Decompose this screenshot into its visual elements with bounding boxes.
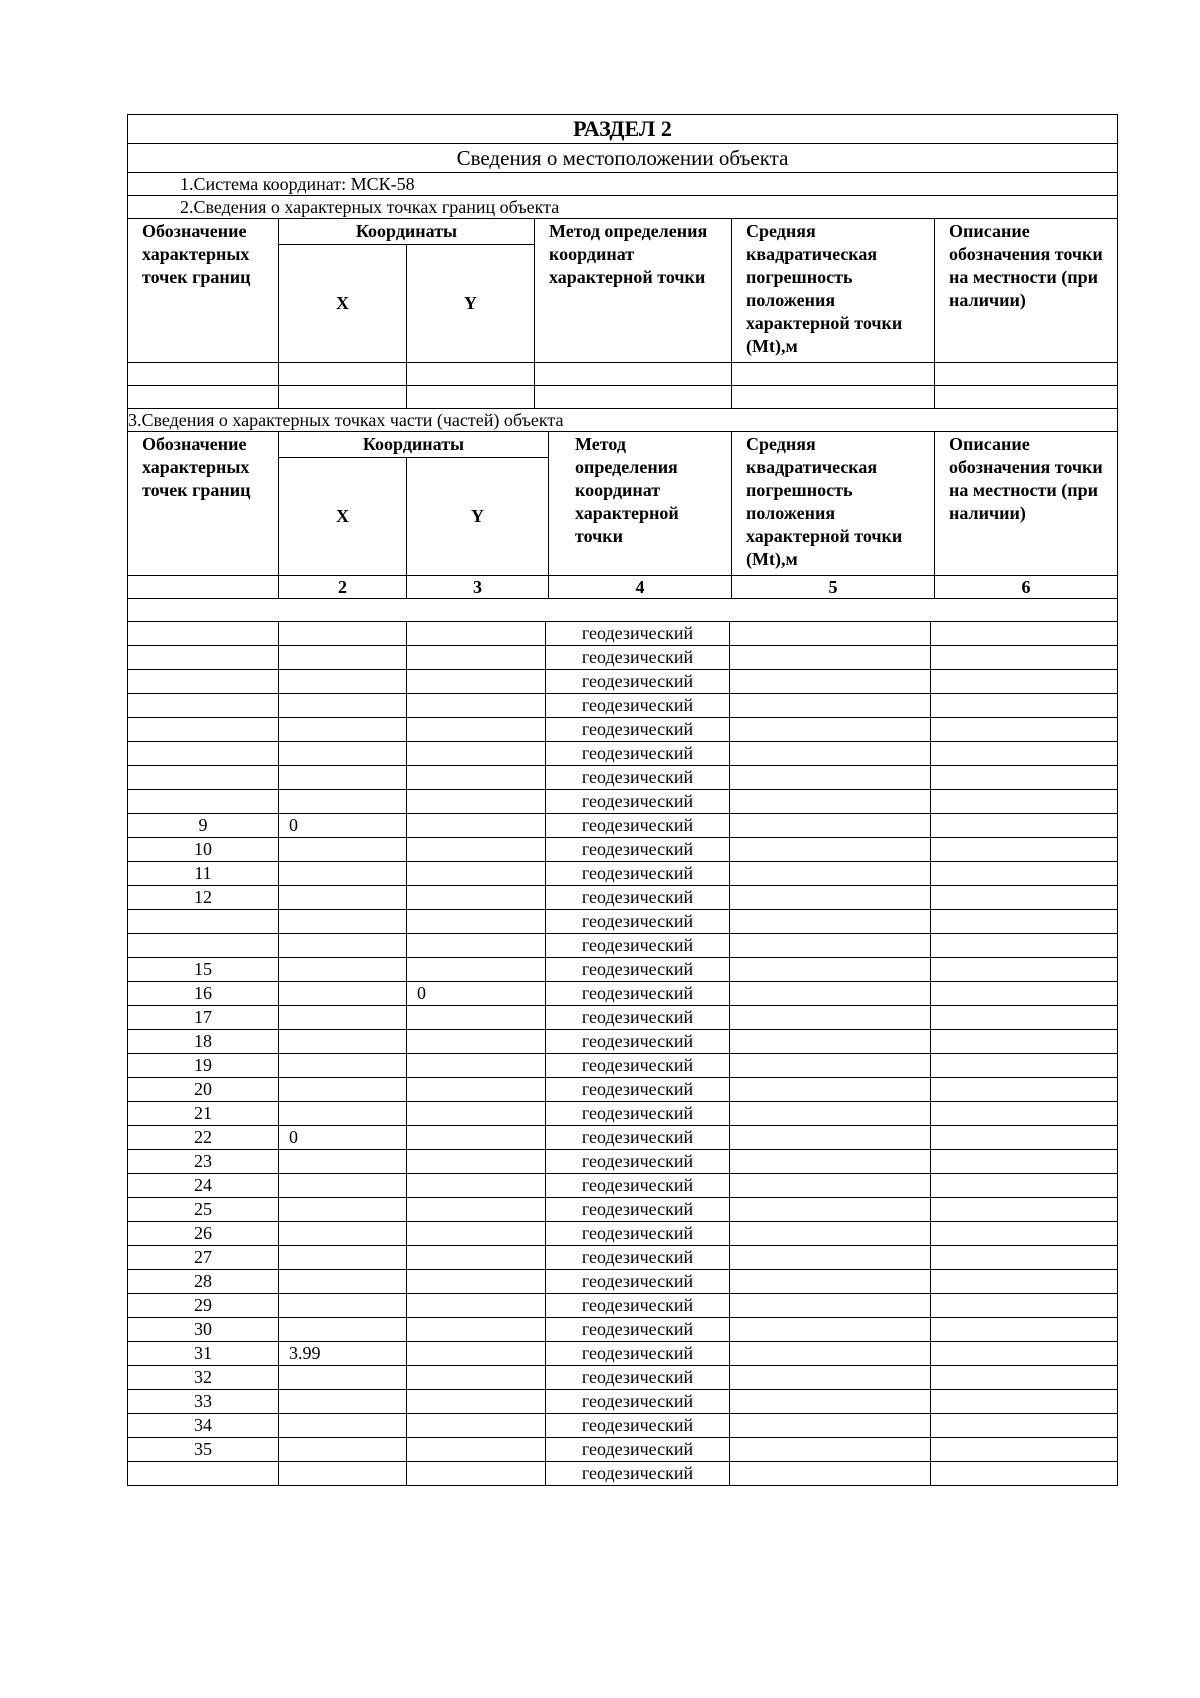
point-number: 33	[128, 1390, 279, 1414]
coord-x	[279, 1294, 407, 1318]
table-row	[128, 742, 1118, 766]
method-cell: геодезический	[546, 1342, 730, 1366]
error-cell	[730, 838, 931, 862]
point-number: 11	[128, 862, 279, 886]
coord-x	[279, 1222, 407, 1246]
description-cell	[931, 1462, 1118, 1486]
method-cell: геодезический	[546, 910, 730, 934]
description-cell	[931, 1294, 1118, 1318]
header-y-2: Y	[407, 458, 549, 576]
header-error: Средняя квадратическая погрешность положения характерной точки (Mt),м	[732, 219, 935, 363]
method-cell: геодезический	[546, 1102, 730, 1126]
table-row	[128, 814, 1118, 838]
coord-y	[407, 790, 546, 814]
coord-x	[279, 1150, 407, 1174]
coord-x	[279, 838, 407, 862]
description-cell	[931, 1150, 1118, 1174]
point-number: 21	[128, 1102, 279, 1126]
coord-y	[407, 718, 546, 742]
table-row	[128, 1198, 1118, 1222]
description-cell	[931, 958, 1118, 982]
coord-x	[279, 1006, 407, 1030]
description-cell	[931, 766, 1118, 790]
method-cell: геодезический	[546, 670, 730, 694]
point-number	[128, 934, 279, 958]
error-cell	[730, 1222, 931, 1246]
method-cell: геодезический	[546, 1030, 730, 1054]
table-row	[128, 838, 1118, 862]
coord-y	[407, 694, 546, 718]
description-cell	[931, 1366, 1118, 1390]
header-coordinates: Координаты	[279, 219, 535, 245]
coord-y	[407, 1102, 546, 1126]
coord-x	[279, 1318, 407, 1342]
method-cell: геодезический	[546, 958, 730, 982]
coord-y	[407, 934, 546, 958]
table-row	[128, 1414, 1118, 1438]
point-number	[128, 790, 279, 814]
method-cell: геодезический	[546, 886, 730, 910]
method-cell: геодезический	[546, 1438, 730, 1462]
coord-x: 3.99	[279, 1342, 407, 1366]
description-cell	[931, 1318, 1118, 1342]
coord-y	[407, 1462, 546, 1486]
coord-x	[279, 958, 407, 982]
point-number: 19	[128, 1054, 279, 1078]
header-method: Метод определения координат характерной точки	[535, 219, 732, 363]
coord-x	[279, 1270, 407, 1294]
point-number: 28	[128, 1270, 279, 1294]
point-number: 25	[128, 1198, 279, 1222]
error-cell	[730, 1078, 931, 1102]
column-number	[128, 576, 279, 599]
header-designation: Обозначение характерных точек границ	[128, 219, 279, 363]
error-cell	[730, 886, 931, 910]
boundary-table	[127, 114, 1118, 432]
table-row	[128, 1270, 1118, 1294]
point-number: 31	[128, 1342, 279, 1366]
error-cell	[730, 814, 931, 838]
part-points-table	[127, 432, 1118, 622]
point-number: 16	[128, 982, 279, 1006]
coord-y	[407, 646, 546, 670]
description-cell	[931, 934, 1118, 958]
error-cell	[730, 910, 931, 934]
description-cell	[931, 1030, 1118, 1054]
point-number	[128, 670, 279, 694]
error-cell	[730, 1270, 931, 1294]
error-cell	[730, 1438, 931, 1462]
points-body	[128, 622, 1118, 1486]
coord-x	[279, 766, 407, 790]
point-number: 34	[128, 1414, 279, 1438]
error-cell	[730, 1102, 931, 1126]
coord-y	[407, 766, 546, 790]
method-cell: геодезический	[546, 790, 730, 814]
coord-x	[279, 1438, 407, 1462]
coord-x	[279, 1366, 407, 1390]
method-cell: геодезический	[546, 1150, 730, 1174]
coord-x	[279, 934, 407, 958]
point-number	[128, 646, 279, 670]
error-cell	[730, 1390, 931, 1414]
point-number: 15	[128, 958, 279, 982]
column-numbers-row	[128, 576, 1118, 599]
header-designation-2: Обозначение характерных точек границ	[128, 432, 279, 576]
description-cell	[931, 1390, 1118, 1414]
header-description: Описание обозначения точки на местности (при наличии)	[935, 219, 1118, 363]
point-number: 35	[128, 1438, 279, 1462]
coord-y	[407, 1342, 546, 1366]
error-cell	[730, 1198, 931, 1222]
point-number: 30	[128, 1318, 279, 1342]
coord-y	[407, 1390, 546, 1414]
error-cell	[730, 1054, 931, 1078]
section-title: РАЗДЕЛ 2	[128, 115, 1118, 144]
coord-y	[407, 1222, 546, 1246]
coord-y	[407, 1078, 546, 1102]
error-cell	[730, 1366, 931, 1390]
header-method-2: Метод определения координат характерной точки	[549, 432, 732, 576]
point-number: 27	[128, 1246, 279, 1270]
description-cell	[931, 1222, 1118, 1246]
table-row	[128, 718, 1118, 742]
description-cell	[931, 1102, 1118, 1126]
description-cell	[931, 790, 1118, 814]
point-number: 24	[128, 1174, 279, 1198]
table-row	[128, 1006, 1118, 1030]
error-cell	[730, 718, 931, 742]
table-row	[128, 982, 1118, 1006]
coord-y	[407, 1246, 546, 1270]
header-coordinates-2: Координаты	[279, 432, 549, 458]
method-cell: геодезический	[546, 934, 730, 958]
point-number	[128, 766, 279, 790]
column-number: 3	[407, 576, 549, 599]
method-cell: геодезический	[546, 766, 730, 790]
coord-y	[407, 1174, 546, 1198]
method-cell: геодезический	[546, 1222, 730, 1246]
table-row	[128, 1438, 1118, 1462]
header-y: Y	[407, 245, 535, 363]
coord-x	[279, 1414, 407, 1438]
coord-x	[279, 742, 407, 766]
description-cell	[931, 1054, 1118, 1078]
table-row	[128, 1054, 1118, 1078]
error-cell	[730, 1246, 931, 1270]
method-cell: геодезический	[546, 1174, 730, 1198]
column-number: 4	[549, 576, 732, 599]
coord-y	[407, 862, 546, 886]
method-cell: геодезический	[546, 1126, 730, 1150]
description-cell	[931, 1078, 1118, 1102]
method-cell: геодезический	[546, 1270, 730, 1294]
coord-y	[407, 1414, 546, 1438]
coord-y	[407, 1198, 546, 1222]
point-number: 20	[128, 1078, 279, 1102]
method-cell: геодезический	[546, 1246, 730, 1270]
error-cell	[730, 982, 931, 1006]
header-x-2: X	[279, 458, 407, 576]
method-cell: геодезический	[546, 1462, 730, 1486]
error-cell	[730, 1294, 931, 1318]
empty-row	[128, 599, 1118, 622]
description-cell	[931, 1246, 1118, 1270]
error-cell	[730, 622, 931, 646]
coord-y	[407, 670, 546, 694]
coord-x	[279, 1198, 407, 1222]
coord-system-line: 1.Система координат: МСК-58	[128, 173, 1118, 196]
coord-y	[407, 838, 546, 862]
boundary-points-title: 2.Сведения о характерных точках границ объекта	[128, 196, 1118, 219]
coord-y	[407, 1270, 546, 1294]
description-cell	[931, 622, 1118, 646]
point-number: 23	[128, 1150, 279, 1174]
coord-y	[407, 1318, 546, 1342]
coord-y	[407, 742, 546, 766]
description-cell	[931, 1438, 1118, 1462]
description-cell	[931, 1342, 1118, 1366]
method-cell: геодезический	[546, 694, 730, 718]
table-row	[128, 670, 1118, 694]
error-cell	[730, 958, 931, 982]
description-cell	[931, 862, 1118, 886]
method-cell: геодезический	[546, 862, 730, 886]
coord-y	[407, 1054, 546, 1078]
method-cell: геодезический	[546, 1390, 730, 1414]
description-cell	[931, 982, 1118, 1006]
column-number: 5	[732, 576, 935, 599]
point-number: 12	[128, 886, 279, 910]
error-cell	[730, 862, 931, 886]
table-row	[128, 910, 1118, 934]
coord-x	[279, 1030, 407, 1054]
error-cell	[730, 1342, 931, 1366]
description-cell	[931, 838, 1118, 862]
coord-y	[407, 1438, 546, 1462]
description-cell	[931, 670, 1118, 694]
empty-row	[128, 363, 1118, 386]
description-cell	[931, 1270, 1118, 1294]
table-row	[128, 1246, 1118, 1270]
header-x: X	[279, 245, 407, 363]
point-number: 17	[128, 1006, 279, 1030]
coord-y	[407, 622, 546, 646]
error-cell	[730, 790, 931, 814]
method-cell: геодезический	[546, 1198, 730, 1222]
header-description-2: Описание обозначения точки на местности (при наличии)	[935, 432, 1118, 576]
table-row	[128, 1342, 1118, 1366]
method-cell: геодезический	[546, 646, 730, 670]
error-cell	[730, 670, 931, 694]
method-cell: геодезический	[546, 1294, 730, 1318]
point-number	[128, 910, 279, 934]
table-row	[128, 886, 1118, 910]
coord-x	[279, 1054, 407, 1078]
error-cell	[730, 1174, 931, 1198]
point-number	[128, 718, 279, 742]
point-number	[128, 742, 279, 766]
table-row	[128, 958, 1118, 982]
coord-y	[407, 1150, 546, 1174]
point-number: 9	[128, 814, 279, 838]
table-row	[128, 790, 1118, 814]
coord-x: 0	[279, 1126, 407, 1150]
point-number: 29	[128, 1294, 279, 1318]
method-cell: геодезический	[546, 622, 730, 646]
error-cell	[730, 1462, 931, 1486]
table-row	[128, 1030, 1118, 1054]
section-subtitle: Сведения о местоположении объекта	[128, 144, 1118, 173]
table-row	[128, 934, 1118, 958]
description-cell	[931, 1414, 1118, 1438]
error-cell	[730, 646, 931, 670]
description-cell	[931, 910, 1118, 934]
error-cell	[730, 1150, 931, 1174]
table-row	[128, 1174, 1118, 1198]
table-row	[128, 694, 1118, 718]
document-page	[127, 114, 1117, 1486]
description-cell	[931, 718, 1118, 742]
coord-y	[407, 958, 546, 982]
column-number: 2	[279, 576, 407, 599]
coord-y	[407, 1006, 546, 1030]
coord-x	[279, 1078, 407, 1102]
coord-x	[279, 1462, 407, 1486]
table-row	[128, 622, 1118, 646]
point-number: 18	[128, 1030, 279, 1054]
method-cell: геодезический	[546, 1006, 730, 1030]
method-cell: геодезический	[546, 982, 730, 1006]
error-cell	[730, 742, 931, 766]
point-number: 22	[128, 1126, 279, 1150]
table-row	[128, 1390, 1118, 1414]
method-cell: геодезический	[546, 1414, 730, 1438]
coord-y	[407, 1294, 546, 1318]
description-cell	[931, 814, 1118, 838]
method-cell: геодезический	[546, 742, 730, 766]
table-row	[128, 1222, 1118, 1246]
description-cell	[931, 1198, 1118, 1222]
table-row	[128, 646, 1118, 670]
description-cell	[931, 1174, 1118, 1198]
error-cell	[730, 766, 931, 790]
coord-x	[279, 1246, 407, 1270]
header-error-2: Средняя квадратическая погрешность положения характерной точки (Mt),м	[732, 432, 935, 576]
error-cell	[730, 694, 931, 718]
coord-y	[407, 1366, 546, 1390]
table-row	[128, 1126, 1118, 1150]
coord-x	[279, 694, 407, 718]
error-cell	[730, 1414, 931, 1438]
error-cell	[730, 1030, 931, 1054]
method-cell: геодезический	[546, 718, 730, 742]
column-number: 6	[935, 576, 1118, 599]
coord-x	[279, 886, 407, 910]
coord-y: 0	[407, 982, 546, 1006]
point-number	[128, 1462, 279, 1486]
description-cell	[931, 646, 1118, 670]
coord-y	[407, 814, 546, 838]
coord-x	[279, 670, 407, 694]
table-row	[128, 1318, 1118, 1342]
coord-x	[279, 862, 407, 886]
description-cell	[931, 694, 1118, 718]
coord-x	[279, 790, 407, 814]
point-number: 32	[128, 1366, 279, 1390]
description-cell	[931, 1126, 1118, 1150]
coord-x	[279, 718, 407, 742]
coord-x	[279, 1174, 407, 1198]
points-data-table	[127, 622, 1118, 1486]
coord-x	[279, 1102, 407, 1126]
table-row	[128, 1462, 1118, 1486]
table-row	[128, 1150, 1118, 1174]
description-cell	[931, 886, 1118, 910]
table-row	[128, 862, 1118, 886]
coord-x	[279, 1390, 407, 1414]
empty-row	[128, 386, 1118, 409]
error-cell	[730, 934, 931, 958]
table-row	[128, 1102, 1118, 1126]
description-cell	[931, 1006, 1118, 1030]
coord-x: 0	[279, 814, 407, 838]
description-cell	[931, 742, 1118, 766]
method-cell: геодезический	[546, 1054, 730, 1078]
method-cell: геодезический	[546, 1078, 730, 1102]
table-row	[128, 1366, 1118, 1390]
coord-y	[407, 910, 546, 934]
error-cell	[730, 1318, 931, 1342]
point-number: 10	[128, 838, 279, 862]
coord-x	[279, 646, 407, 670]
method-cell: геодезический	[546, 1366, 730, 1390]
coord-x	[279, 982, 407, 1006]
method-cell: геодезический	[546, 1318, 730, 1342]
method-cell: геодезический	[546, 838, 730, 862]
coord-y	[407, 886, 546, 910]
coord-x	[279, 910, 407, 934]
part-points-title: 3.Сведения о характерных точках части (частей) объекта	[128, 409, 1118, 432]
error-cell	[730, 1126, 931, 1150]
error-cell	[730, 1006, 931, 1030]
coord-x	[279, 622, 407, 646]
point-number	[128, 622, 279, 646]
method-cell: геодезический	[546, 814, 730, 838]
point-number	[128, 694, 279, 718]
table-row	[128, 1294, 1118, 1318]
coord-y	[407, 1030, 546, 1054]
point-number: 26	[128, 1222, 279, 1246]
coord-y	[407, 1126, 546, 1150]
table-row	[128, 1078, 1118, 1102]
table-row	[128, 766, 1118, 790]
